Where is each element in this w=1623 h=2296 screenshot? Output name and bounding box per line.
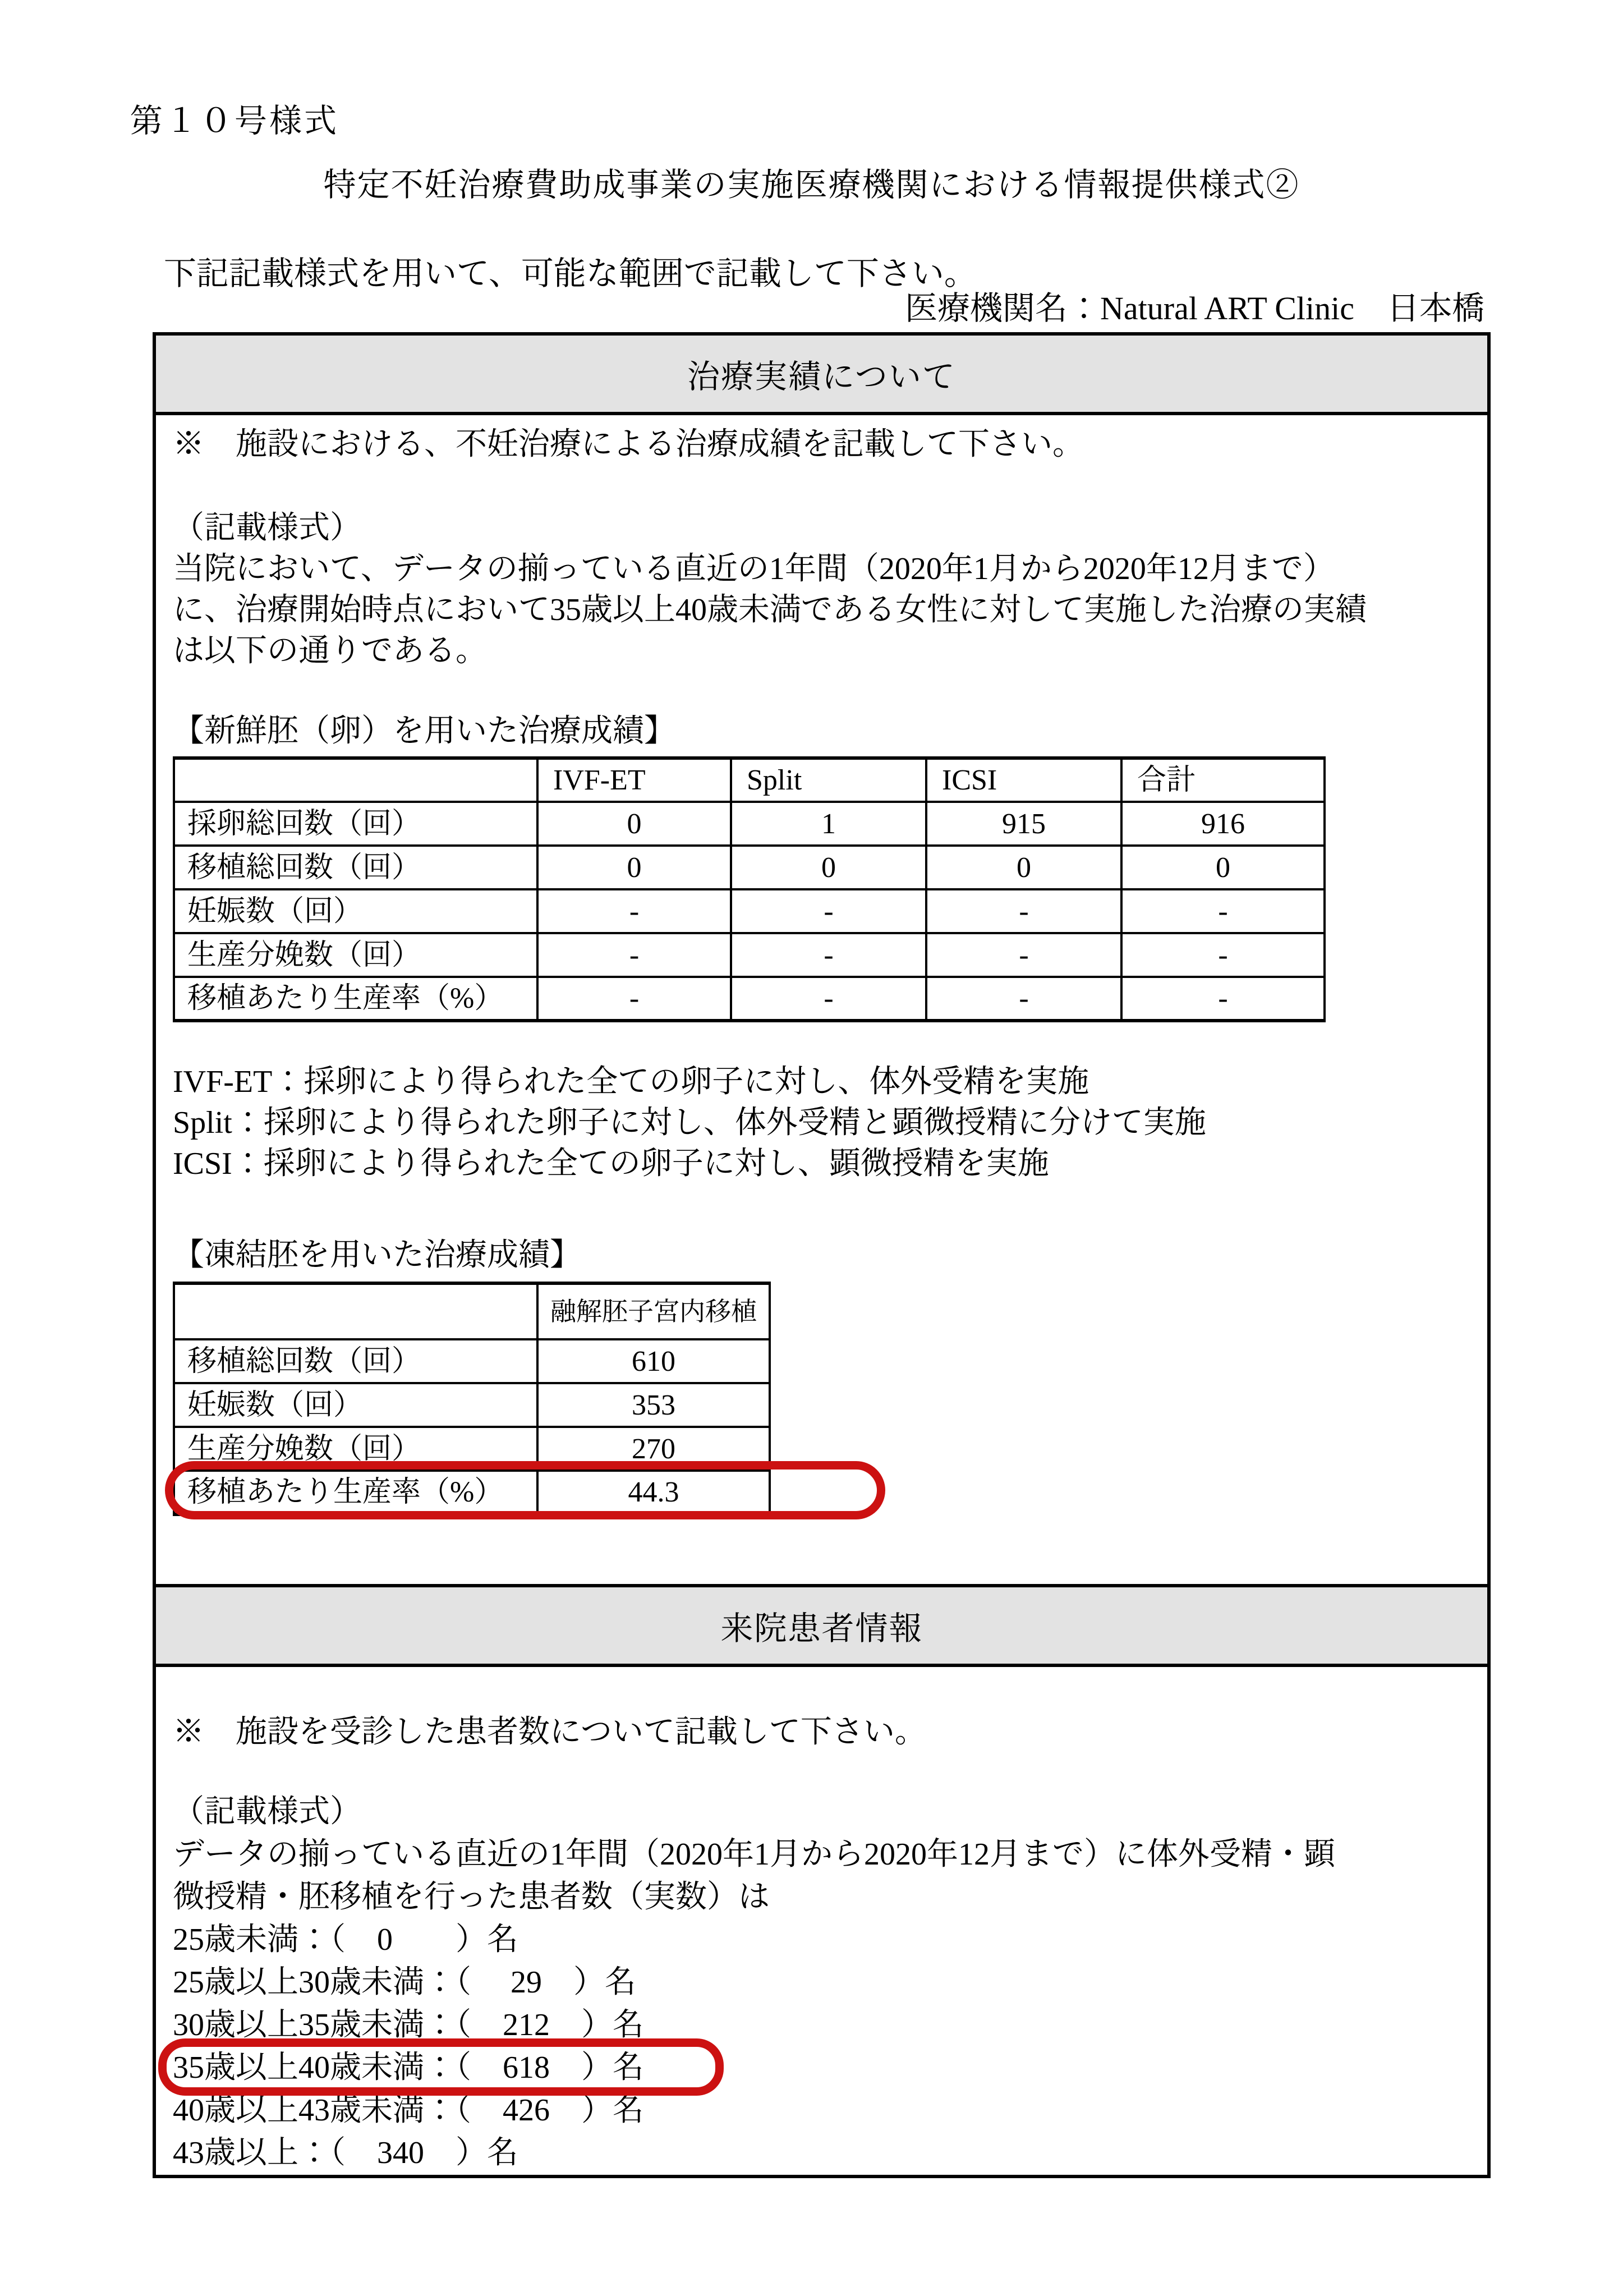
institution-line [903, 282, 1490, 337]
paragraph-line: に、治療開始時点において35歳以上40歳未満である女性に対して実施した治療の実績 [173, 593, 1367, 627]
form-number: 第１０号様式 [130, 103, 339, 139]
table-header-row [174, 1283, 770, 1339]
age-count-line: 30歳以上35歳未満：（ 212 ）名 [173, 2008, 644, 2042]
section-header-treatment-results [156, 336, 1487, 415]
patients-note: ※ 施設を受診した患者数について記載して下さい。 [173, 1715, 926, 1749]
age-count-line: 25歳以上30歳未満：（ 29 ）名 [173, 1965, 636, 2000]
row-label: 妊娠数（回） [174, 1383, 537, 1427]
frozen-table-wrap [173, 1282, 771, 1516]
format-label: （記載様式） [173, 1794, 361, 1829]
cell-value: - [537, 933, 731, 977]
row-label: 移植総回数（回） [174, 846, 537, 889]
section-header-patient-info [156, 1584, 1487, 1667]
legend-line: IVF-ET：採卵により得られた全ての卵子に対し、体外受精を実施 [173, 1064, 1089, 1099]
table-row [174, 889, 1325, 933]
cell-value: - [1121, 977, 1325, 1021]
abbreviation-legend [173, 1062, 1470, 1184]
table-row [174, 1339, 770, 1383]
cell-value: 44.3 [537, 1471, 770, 1514]
table-row [174, 802, 1325, 846]
corner-cell [174, 1283, 537, 1339]
column-header: 合計 [1121, 758, 1325, 802]
cell-value: - [926, 933, 1121, 977]
document-title: 特定不妊治療費助成事業の実施医療機関における情報提供様式② [323, 167, 1300, 203]
column-header: ICSI [926, 758, 1121, 802]
cell-value: 0 [537, 802, 731, 846]
cell-value: 270 [537, 1427, 770, 1471]
corner-cell [174, 758, 537, 802]
paragraph-line: は以下の通りである。 [173, 633, 487, 668]
cell-value: - [731, 933, 926, 977]
age-count-line: 25歳未満：（ 0 ）名 [173, 1922, 518, 1957]
table-row [174, 1383, 770, 1427]
table-row [174, 933, 1325, 977]
treatment-results-body [156, 415, 1487, 1584]
section-header-label: 治療実績について [687, 359, 956, 395]
column-header: Split [731, 758, 926, 802]
age-count-line: 43歳以上：（ 340 ）名 [173, 2136, 518, 2170]
table-row [174, 846, 1325, 889]
age-count-text: 35歳以上40歳未満：（ 618 ）名 [173, 2050, 644, 2085]
cell-value: - [537, 889, 731, 933]
institution-label: 医療機関名： [905, 290, 1101, 327]
table-header-row [174, 758, 1325, 802]
form-main-box [153, 332, 1491, 2178]
treatment-note: ※ 施設における、不妊治療による治療成績を記載して下さい。 [173, 427, 1084, 462]
cell-value: - [537, 977, 731, 1021]
institution-name: Natural ART Clinic 日本橋 [1100, 290, 1484, 327]
frozen-embryo-results-table [173, 1282, 771, 1516]
cell-value: - [1121, 933, 1325, 977]
cell-value: 353 [537, 1383, 770, 1427]
cell-value: 0 [731, 846, 926, 889]
cell-value: - [731, 889, 926, 933]
row-label: 移植あたり生産率（%） [174, 977, 537, 1021]
instruction-line: 下記記載様式を用いて、可能な範囲で記載して下さい。 [164, 255, 977, 292]
legend-line: ICSI：採卵により得られた全ての卵子に対し、顕微授精を実施 [173, 1146, 1049, 1181]
fresh-table-title: 【新鮮胚（卵）を用いた治療成績】 [173, 714, 675, 749]
row-label: 移植総回数（回） [174, 1339, 537, 1383]
cell-value: - [731, 977, 926, 1021]
row-label: 妊娠数（回） [174, 889, 537, 933]
cell-value: 1 [731, 802, 926, 846]
table-row [174, 977, 1325, 1021]
legend-line: Split：採卵により得られた卵子に対し、体外受精と顕微授精に分けて実施 [173, 1105, 1206, 1140]
cell-value: 915 [926, 802, 1121, 846]
row-label: 生産分娩数（回） [174, 1427, 537, 1471]
format-label: （記載様式） [173, 511, 361, 545]
cell-value: - [926, 889, 1121, 933]
column-header: 融解胚子宮内移植 [537, 1283, 770, 1339]
cell-value: 916 [1121, 802, 1325, 846]
section-header-label: 来院患者情報 [720, 1610, 923, 1647]
row-label: 生産分娩数（回） [174, 933, 537, 977]
paragraph-line: データの揃っている直近の1年間（2020年1月から2020年12月まで）に体外受精・顕 [173, 1837, 1335, 1872]
fresh-embryo-results-table [173, 756, 1326, 1022]
table-row highlighted-row [174, 1471, 770, 1514]
table-row [174, 1427, 770, 1471]
row-label: 採卵総回数（回） [174, 802, 537, 846]
cell-value: 0 [537, 846, 731, 889]
frozen-table-title: 【凍結胚を用いた治療成績】 [173, 1238, 581, 1273]
cell-value: 610 [537, 1339, 770, 1383]
paragraph-line: 微授精・胚移植を行った患者数（実数）は [173, 1880, 770, 1914]
age-count-line: 40歳以上43歳未満：（ 426 ）名 [173, 2093, 644, 2128]
patient-info-body [156, 1667, 1487, 2174]
column-header: IVF-ET [537, 758, 731, 802]
row-label: 移植あたり生産率（%） [174, 1471, 537, 1514]
cell-value: - [1121, 889, 1325, 933]
cell-value: - [926, 977, 1121, 1021]
age-count-line-highlighted [173, 2046, 1470, 2089]
cell-value: 0 [1121, 846, 1325, 889]
cell-value: 0 [926, 846, 1121, 889]
paragraph-line: 当院において、データの揃っている直近の1年間（2020年1月から2020年12月まで） [173, 552, 1335, 586]
